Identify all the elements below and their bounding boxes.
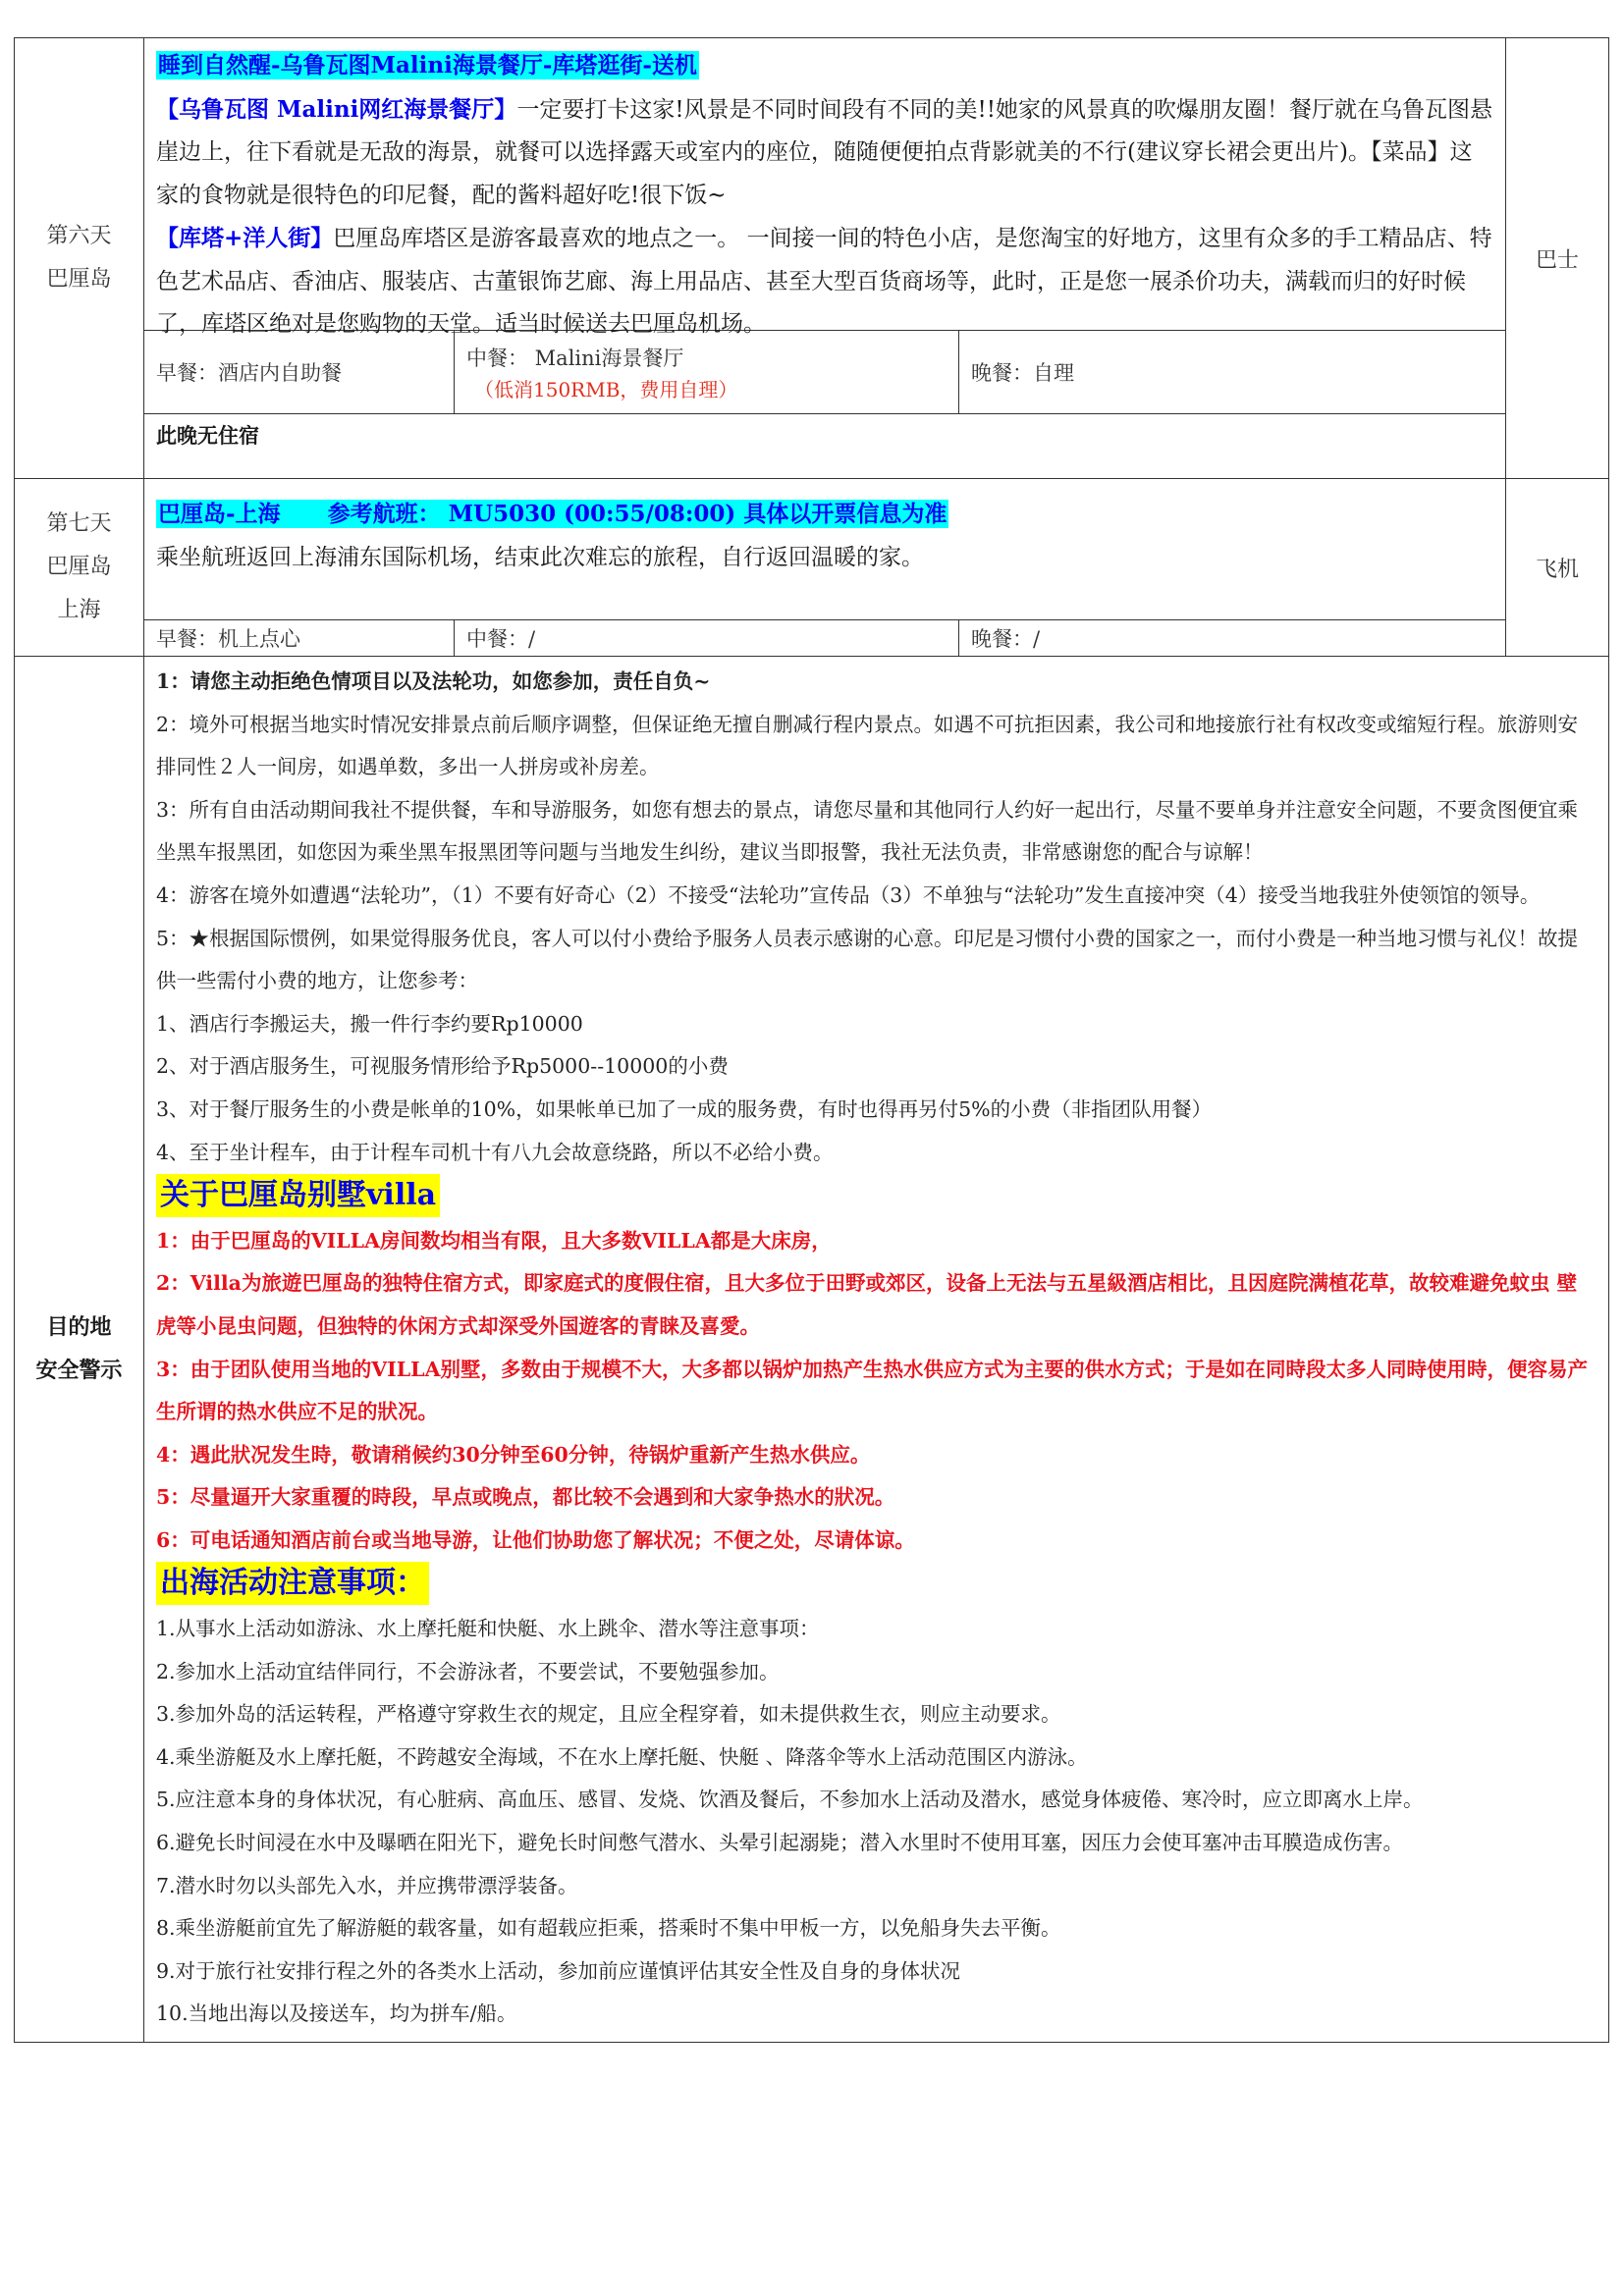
day7-breakfast: 早餐：机上点心 [144,620,455,656]
villa-item: 3：由于团队使用当地的VILLA别墅，多数由于规模不大，大多都以锅炉加热产生热水供应方式为主要的供水方式；于是如在同時段太多人同時使用時，便容易产生所谓的热水供应不足的狀况。 [156,1357,1588,1424]
sea-item: 8.乘坐游艇前宜先了解游艇的载客量，如有超载应拒乘，搭乘时不集中甲板一方，以免船身失去平衡。 [156,1916,1061,1941]
day6-lunch-cell [455,331,959,413]
tip-item: 3、对于餐厅服务生的小费是帐单的10%，如果帐单已加了一成的服务费，有时也得再另付5%的小费（非指团队用餐） [156,1096,1213,1121]
sea-item: 6.避免长时间浸在水中及曝晒在阳光下，避免长时间憋气潜水、头晕引起溺毙；潜入水里时不使用耳塞，因压力会使耳塞冲击耳膜造成伤害。 [156,1831,1404,1855]
day7-label-cell [15,479,144,657]
day6-label-cell [15,38,144,479]
day6-para2-heading: 【库塔+洋人街】 [156,225,334,251]
day7-content-cell [144,479,1506,657]
sea-item: 3.参加外岛的活运转程，严格遵守穿救生衣的规定，且应全程穿着，如未提供救生衣，则应主动要求。 [156,1702,1061,1727]
day6-day-label: 第六天 [46,224,112,248]
safety-content-cell [144,657,1609,2043]
day6-para1-body: 一定要打卡这家!风景是不同时间段有不同的美!!她家的风景真的吹爆朋友圈！餐厅就在乌鲁瓦图悬崖边上，往下看就是无敌的海景，就餐可以选择露天或室内的座位，随随便便拍点背影就美的不行(建议穿长裙会更出片)。【菜品】这家的食物就是很特色的印尼餐，配的酱料超好吃!很下饭~ [156,96,1493,208]
day7-lunch: 中餐：/ [455,620,959,656]
sea-item: 1.从事水上活动如游泳、水上摩托艇和快艇、水上跳伞、潜水等注意事项： [156,1617,820,1641]
day6-stay: 此晚无住宿 [144,413,1505,457]
tip-item: 4、至于坐计程车，由于计程车司机十有八九会故意绕路，所以不必给小费。 [156,1140,834,1164]
safety-notes [144,657,1608,2042]
day6-para2-body: 巴厘岛库塔区是游客最喜欢的地点之一。 一间接一间的特色小店，是您淘宝的好地方，这里有众多的手工精品店、特色艺术品店、香油店、服装店、古董银饰艺廊、海上用品店、甚至大型百货商场等，此时，正是您一展杀价功夫，满载而归的好时候了，库塔区绝对是您购物的天堂。适当时候送去巴厘岛机场。 [156,226,1492,337]
day6-lunch-note: （低消150RMB，费用自理） [474,377,738,401]
day6-meals-row [144,330,1505,413]
sea-item: 9.对于旅行社安排行程之外的各类水上活动，参加前应谨慎评估其安全性及自身的身体状况 [156,1958,961,1983]
safety-item: 4：游客在境外如遭遇“法轮功”，（1）不要有好奇心（2）不接受“法轮功”宣传品（3）不单独与“法轮功”发生直接冲突（4）接受当地我驻外使领馆的领导。 [156,882,1541,907]
safety-item: 1：请您主动拒绝色情项目以及法轮功，如您参加，责任自负~ [156,669,711,693]
day6-description [144,38,1505,337]
villa-item: 2：Villa为旅遊巴厘岛的独特住宿方式，即家庭式的度假住宿，且大多位于田野或郊区，设备上无法与五星級酒店相比，且因庭院满植花草，故较难避免蚊虫 壁虎等小昆虫问题，但独特的休闲方式却深受外国遊客的青睐及喜愛。 [156,1271,1578,1338]
day6-row [15,38,1609,479]
safety-row [15,657,1609,2043]
villa-item: 6：可电话通知酒店前台或当地导游，让他们协助您了解状况；不便之处，尽请体谅。 [156,1527,915,1552]
day7-description [144,479,1505,619]
villa-item: 4：遇此狀况发生時，敬请稍候约30分钟至60分钟，待锅炉重新产生热水供应。 [156,1442,871,1467]
tip-item: 2、对于酒店服务生，可视服务情形给予Rp5000--10000的小费 [156,1054,729,1079]
villa-item: 5：尽量逼开大家重覆的時段，早点或晚点，都比较不会遇到和大家争热水的狀况。 [156,1485,895,1510]
safety-label-1: 目的地 [46,1314,112,1340]
day6-place-label: 巴厘岛 [46,267,112,292]
safety-label-cell [15,657,144,2043]
sea-item: 4.乘坐游艇及水上摩托艇，不跨越安全海域，不在水上摩托艇、快艇 、降落伞等水上活动范围区内游泳。 [156,1744,1088,1769]
day6-content-cell [144,38,1506,479]
day7-place-label-1: 巴厘岛 [46,555,112,579]
sea-heading: 出海活动注意事项： [156,1562,429,1605]
day6-dinner: 晚餐：自理 [971,361,1074,385]
sea-item: 2.参加水上活动宜结伴同行，不会游泳者，不要尝试，不要勉强参加。 [156,1659,780,1683]
day6-para1-heading: 【乌鲁瓦图 Malini网红海景餐厅】 [156,95,517,123]
day7-body: 乘坐航班返回上海浦东国际机场，结束此次难忘的旅程，自行返回温暖的家。 [156,544,924,570]
day6-title: 睡到自然醒-乌鲁瓦图Malini海景餐厅-库塔逛街-送机 [158,52,697,79]
safety-label-2: 安全警示 [35,1358,123,1383]
day7-day-label: 第七天 [46,511,112,536]
safety-item: 5：★根据国际惯例，如果觉得服务优良，客人可以付小费给予服务人员表示感谢的心意。印尼是习惯付小费的国家之一，而付小费是一种当地习惯与礼仪！故提供一些需付小费的地方，让您参考： [156,926,1579,993]
sea-item: 7.潜水时勿以头部先入水，并应携带漂浮装备。 [156,1873,578,1897]
day6-breakfast: 早餐：酒店内自助餐 [144,331,455,413]
day7-place-label-2: 上海 [57,598,101,622]
day7-dinner: 晚餐：/ [971,627,1041,651]
villa-heading: 关于巴厘岛别墅villa [156,1174,440,1217]
itinerary-page [14,37,1609,2043]
day7-transport: 飞机 [1506,479,1609,657]
itinerary-table [14,37,1609,2043]
day7-row [15,479,1609,657]
day6-transport: 巴士 [1506,38,1609,479]
day7-meals-row [144,619,1505,656]
day6-lunch: 中餐： Malini海景餐厅 [466,346,684,370]
sea-item: 10.当地出海以及接送车，均为拼车/船。 [156,2002,517,2026]
tip-item: 1、酒店行李搬运夫，搬一件行李约要Rp10000 [156,1011,583,1036]
safety-item: 3：所有自由活动期间我社不提供餐，车和导游服务，如您有想去的景点，请您尽量和其他同行人约好一起出行，尽量不要单身并注意安全问题，不要贪图便宜乘坐黑车报黑团，如您因为乘坐黑车报黑团等问题与当地发生纠纷，建议当即报警，我社无法负责，非常感谢您的配合与谅解！ [156,797,1579,865]
villa-item: 1：由于巴厘岛的VILLA房间数均相当有限，且大多数VILLA都是大床房， [156,1228,832,1253]
safety-item: 2：境外可根据当地实时情况安排景点前后顺序调整，但保证绝无擅自删减行程内景点。如遇不可抗拒因素，我公司和地接旅行社有权改变或缩短行程。旅游则安排同性２人一间房，如遇单数，多出一人拼房或补房差。 [156,712,1579,779]
sea-item: 5.应注意本身的身体状况，有心脏病、高血压、感冒、发烧、饮酒及餐后，不参加水上活动及潜水，感觉身体疲倦、寒冷时，应立即离水上岸。 [156,1788,1424,1812]
day7-title: 巴厘岛-上海 参考航班： MU5030 (00:55/08:00) 具体以开票信息为准 [158,501,947,527]
